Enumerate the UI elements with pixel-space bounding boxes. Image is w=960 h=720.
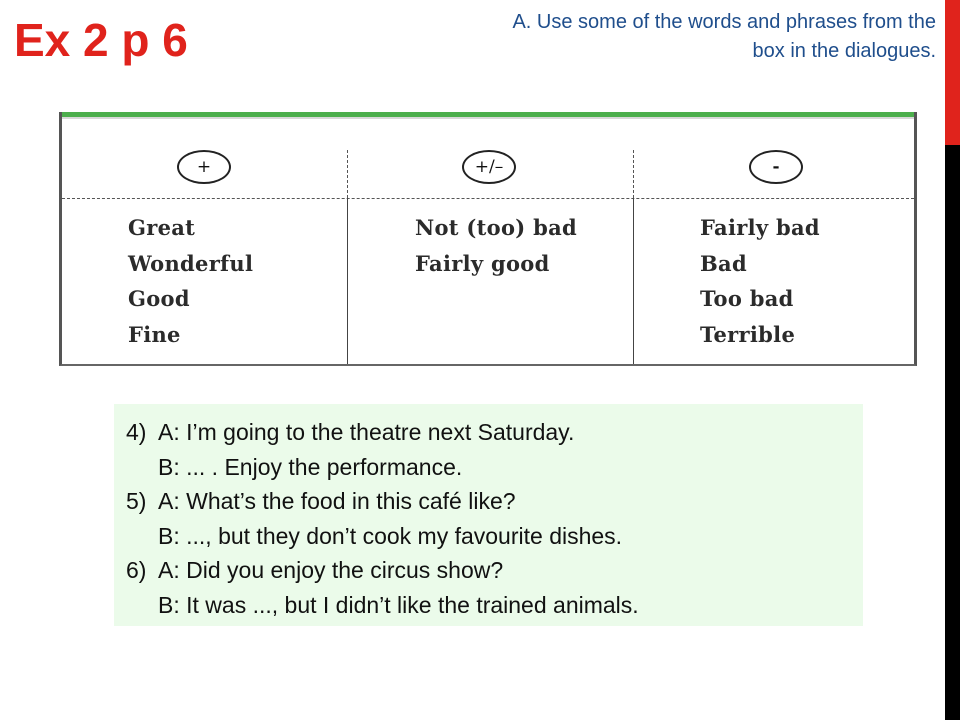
column-divider-2 (633, 198, 634, 364)
phrase-box-accent-shadow (62, 117, 914, 119)
instruction-line-2: box in the dialogues. (752, 40, 936, 62)
side-accent-bar-red (945, 0, 960, 145)
instruction-line-1: A. Use some of the words and phrases from the (512, 11, 936, 33)
instruction-text (376, 8, 936, 66)
dialogue-line-a (126, 484, 863, 519)
phrase-item: Not (too) bad (415, 215, 577, 240)
column-divider-1 (347, 198, 348, 364)
dialogue-line-b: B: ... . Enjoy the performance. (158, 453, 463, 480)
dialogue-line-b: B: It was ..., but I didn’t like the trained animals. (158, 591, 639, 618)
phrase-item: Great (128, 215, 196, 240)
dialogue-line-a (126, 415, 863, 450)
header-divider (62, 198, 914, 199)
dialogue-line-a (126, 553, 863, 588)
dialogue-number: 6) (126, 557, 147, 583)
phrase-item: Fine (128, 321, 181, 347)
neutral-phrase-list (415, 210, 577, 281)
neutral-symbol-oval: +/– (462, 150, 516, 184)
phrase-box (59, 112, 917, 366)
positive-phrase-list (128, 210, 253, 352)
phrase-item: Terrible (700, 321, 796, 347)
dialogue-a-text: A: What’s the food in this café like? (158, 488, 516, 514)
dialogue-a-text: A: I’m going to the theatre next Saturday. (158, 419, 575, 445)
column-divider-top-1 (347, 150, 348, 198)
dialogue-number: 5) (126, 488, 147, 514)
dialogue-a-text: A: Did you enjoy the circus show? (158, 557, 504, 583)
column-divider-top-2 (633, 150, 634, 198)
phrase-item: Wonderful (128, 250, 254, 276)
phrase-item: Too bad (700, 286, 794, 311)
phrase-item: Fairly good (415, 250, 550, 276)
positive-symbol-oval: + (177, 150, 231, 184)
dialogue-number: 4) (126, 419, 147, 445)
slide-title: Ex 2 p 6 (14, 14, 188, 66)
phrase-item: Fairly bad (700, 215, 820, 240)
negative-phrase-list (700, 210, 820, 352)
phrase-item: Bad (700, 250, 747, 276)
negative-symbol-oval: - (749, 150, 803, 184)
dialogue-line-b: B: ..., but they don’t cook my favourite dishes. (158, 522, 623, 549)
dialogue-box (114, 404, 863, 626)
phrase-item: Good (128, 286, 190, 311)
side-accent-bar-black (945, 145, 960, 720)
